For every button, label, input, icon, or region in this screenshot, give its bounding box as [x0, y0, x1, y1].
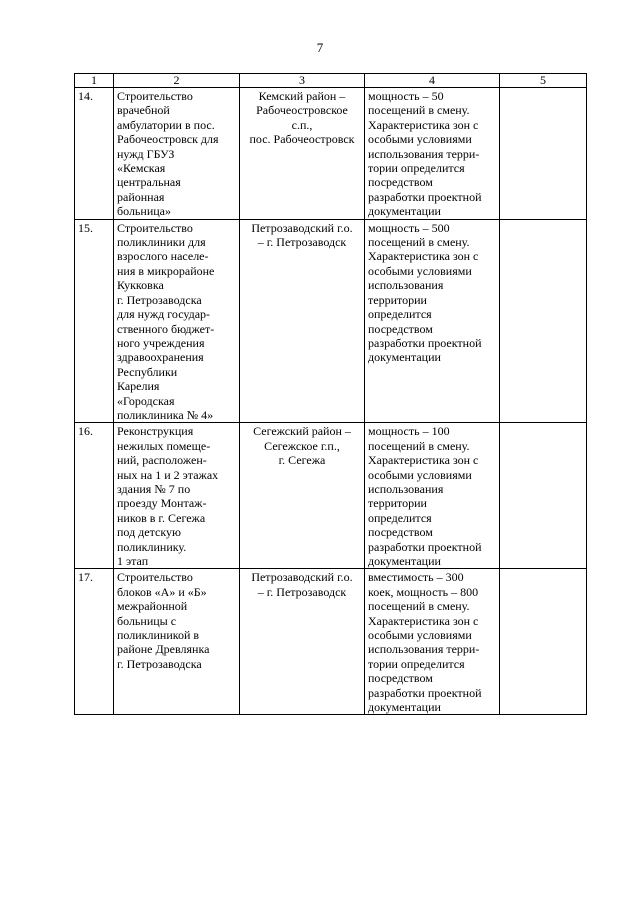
object-characteristic-line: использования терри- [368, 642, 480, 657]
object-characteristic-line: посредством [368, 671, 433, 686]
object-location-line: с.п., [291, 117, 313, 132]
object-characteristic-line: Характеристика зон с [368, 453, 479, 468]
planning-table [74, 73, 587, 715]
object-characteristic-line: разработки проектной [368, 539, 482, 554]
object-name-line: ния в микрорайоне [117, 263, 215, 278]
object-name [114, 88, 240, 220]
object-name-line: «Городская [117, 393, 175, 408]
page-number: 7 [316, 40, 324, 55]
column-header-1: 1 [75, 74, 114, 88]
object-name-line: г. Петрозаводска [117, 656, 202, 671]
object-location-line: Сегежское г.п., [264, 438, 340, 453]
object-name-line: районная [117, 189, 165, 204]
object-name-line: больницы с [117, 613, 177, 628]
row-number: 17. [75, 569, 114, 715]
object-characteristic-line: документации [368, 554, 441, 568]
object-name-line: поликлиника № 4» [117, 407, 214, 422]
object-characteristic-line: тории определится [368, 656, 465, 671]
object-characteristic-line: особыми условиями [368, 467, 472, 482]
object-location-line: пос. Рабочеостровск [249, 132, 355, 147]
object-characteristic-line: особыми условиями [368, 132, 472, 147]
object-name-line: г. Петрозаводска [117, 292, 202, 307]
column-header-5: 5 [500, 74, 587, 88]
object-name-line: проезду Монтаж- [117, 496, 207, 511]
object-name [114, 219, 240, 423]
object-characteristic-line: коек, мощность – 800 [368, 584, 479, 599]
object-name-line: взрослого населе- [117, 249, 209, 264]
object-name-line: нежилых помеще- [117, 438, 211, 453]
object-characteristic [365, 569, 500, 715]
table-row [75, 88, 587, 220]
object-name-line: Республики [117, 364, 178, 379]
column-5-cell [500, 88, 587, 220]
object-location-line: г. Сегежа [278, 453, 326, 468]
object-name-line: Реконструкция [117, 424, 194, 439]
object-name-line: врачебной [117, 103, 170, 118]
table-row [75, 219, 587, 423]
object-name-line: нужд ГБУЗ [117, 146, 175, 161]
object-characteristic-line: разработки проектной [368, 189, 482, 204]
object-location-line: Петрозаводский г.о. [251, 570, 353, 585]
object-characteristic [365, 219, 500, 423]
object-name-line: центральная [117, 175, 181, 190]
object-location-line: Кемский район – [258, 89, 346, 103]
object-characteristic-line: документации [368, 204, 441, 219]
object-characteristic-line: мощность – 100 [368, 424, 450, 439]
object-location [240, 569, 365, 715]
object-characteristic-line: вместимость – 300 [368, 570, 464, 585]
object-name-line: Карелия [117, 379, 160, 394]
column-5-cell [500, 423, 587, 569]
object-characteristic-line: территории [368, 292, 427, 307]
object-characteristic-line: особыми условиями [368, 628, 472, 643]
object-name-line: Строительство [117, 220, 193, 235]
object-name-line: для нужд государ- [117, 307, 211, 322]
object-name-line: поликлинику. [117, 539, 187, 554]
object-location-line: Сегежский район – [253, 424, 351, 439]
object-name-line: под детскую [117, 525, 181, 540]
object-characteristic-line: использования [368, 278, 444, 293]
object-characteristic-line: разработки проектной [368, 685, 482, 700]
object-location [240, 423, 365, 569]
object-name-line: ственного бюджет- [117, 321, 215, 336]
object-name-line: амбулатории в пос. [117, 117, 215, 132]
object-characteristic-line: Характеристика зон с [368, 117, 479, 132]
object-name-line: «Кемская [117, 161, 166, 176]
table-row [75, 569, 587, 715]
object-characteristic-line: посещений в смену. [368, 235, 470, 250]
object-name-line: здания № 7 по [117, 481, 191, 496]
object-characteristic-line: посредством [368, 321, 433, 336]
object-name [114, 423, 240, 569]
column-header-2: 2 [114, 74, 240, 88]
object-name-line: ников в г. Сегежа [117, 510, 206, 525]
object-location [240, 219, 365, 423]
object-name-line: межрайонной [117, 599, 188, 614]
object-name-line: поликлиникой в [117, 628, 200, 643]
object-characteristic-line: использования [368, 481, 444, 496]
object-characteristic [365, 423, 500, 569]
object-location-line: – г. Петрозаводск [257, 235, 347, 250]
object-characteristic-line: посредством [368, 525, 433, 540]
object-characteristic-line: документации [368, 700, 441, 715]
object-characteristic-line: посредством [368, 175, 433, 190]
object-characteristic-line: Характеристика зон с [368, 613, 479, 628]
column-header-3: 3 [240, 74, 365, 88]
object-name-line: здравоохранения [117, 350, 204, 365]
column-5-cell [500, 219, 587, 423]
table-row [75, 423, 587, 569]
object-name-line: Кукковка [117, 278, 164, 293]
object-location-line: Петрозаводский г.о. [251, 220, 353, 235]
row-number: 14. [75, 88, 114, 220]
object-characteristic-line: посещений в смену. [368, 103, 470, 118]
object-characteristic-line: территории [368, 496, 427, 511]
object-name-line: больница» [117, 204, 171, 219]
object-characteristic-line: использования терри- [368, 146, 480, 161]
object-name-line: Рабочеостровск для [117, 132, 219, 147]
object-location-line: Рабочеостровское [256, 103, 348, 118]
object-characteristic-line: мощность – 500 [368, 220, 450, 235]
object-name-line: 1 этап [117, 554, 149, 568]
object-characteristic-line: мощность – 50 [368, 89, 444, 103]
object-name-line: Строительство [117, 89, 193, 103]
object-name-line: ного учреждения [117, 335, 205, 350]
object-characteristic-line: разработки проектной [368, 335, 482, 350]
object-name-line: ний, расположен- [117, 453, 207, 468]
object-characteristic-line: определится [368, 510, 432, 525]
object-name-line: блоков «А» и «Б» [117, 584, 207, 599]
object-characteristic-line: Характеристика зон с [368, 249, 479, 264]
object-location [240, 88, 365, 220]
object-name-line: Строительство [117, 570, 193, 585]
row-number: 15. [75, 219, 114, 423]
column-5-cell [500, 569, 587, 715]
object-characteristic-line: определится [368, 307, 432, 322]
object-characteristic-line: документации [368, 350, 441, 365]
object-characteristic-line: тории определится [368, 161, 465, 176]
row-number: 16. [75, 423, 114, 569]
column-header-4: 4 [365, 74, 500, 88]
object-characteristic [365, 88, 500, 220]
object-characteristic-line: посещений в смену. [368, 599, 470, 614]
object-characteristic-line: посещений в смену. [368, 438, 470, 453]
object-characteristic-line: особыми условиями [368, 263, 472, 278]
object-name-line: ных на 1 и 2 этажах [117, 467, 219, 482]
table-body [75, 88, 587, 715]
table-header-row [75, 74, 587, 88]
object-name [114, 569, 240, 715]
object-name-line: районе Древлянка [117, 642, 210, 657]
object-location-line: – г. Петрозаводск [257, 584, 347, 599]
object-name-line: поликлиники для [117, 235, 206, 250]
